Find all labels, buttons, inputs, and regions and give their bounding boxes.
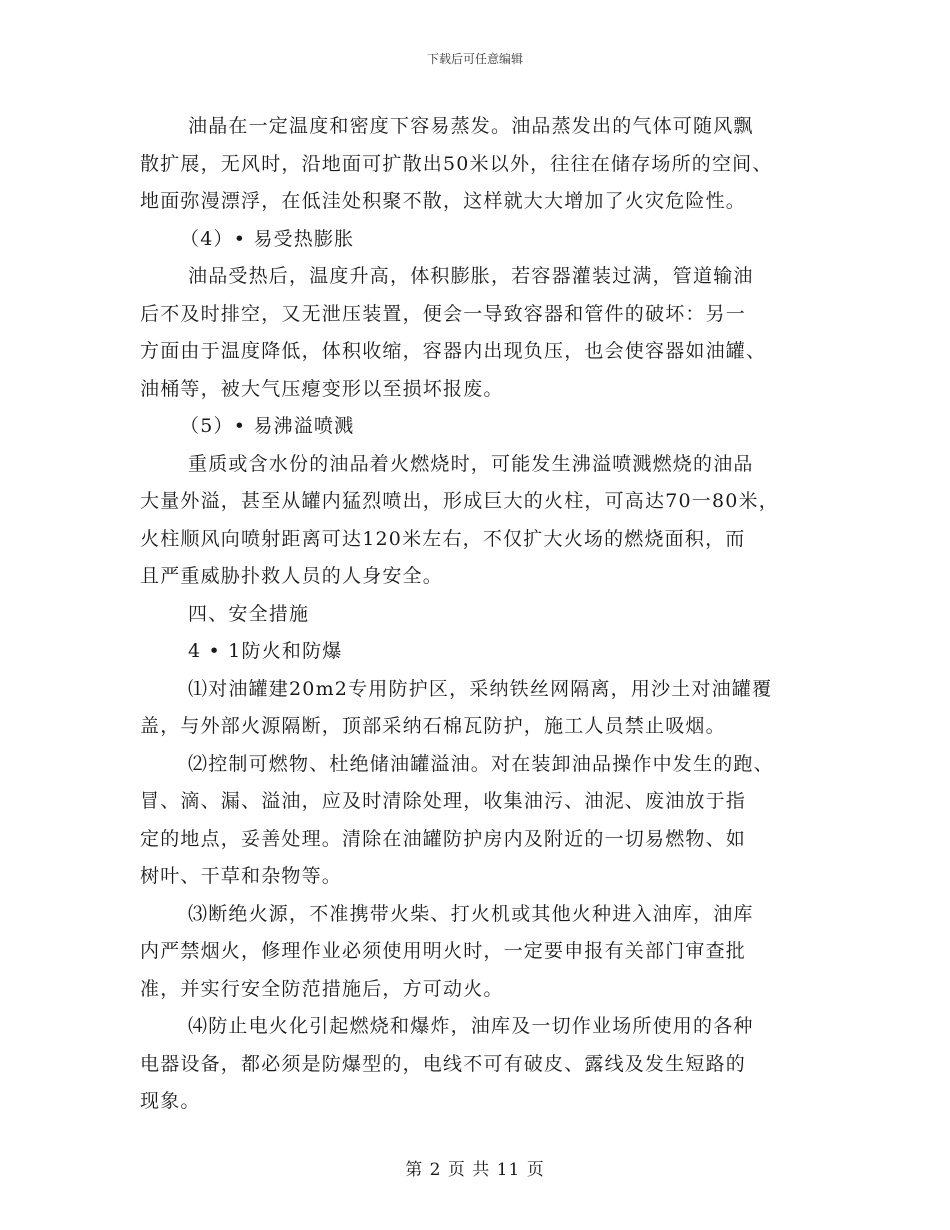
paragraph-evaporation bbox=[140, 108, 830, 221]
document-body bbox=[140, 108, 830, 1121]
section-heading-safety-measures bbox=[140, 596, 830, 634]
text-line: ⑷防止电火化引起燃烧和爆炸，油库及一切作业场所使用的各种 bbox=[188, 1015, 754, 1037]
paragraph-boilover bbox=[140, 446, 830, 596]
paragraph-measure-1 bbox=[140, 671, 830, 746]
text-line: 重质或含水份的油品着火燃烧时，可能发生沸溢喷溅燃烧的油品 bbox=[188, 452, 754, 475]
text-line: 准，并实行安全防范措施后，方可动火。 bbox=[140, 977, 504, 1000]
subheading-text: （5）• 易沸溢喷溅 bbox=[180, 415, 355, 437]
paragraph-measure-2 bbox=[140, 746, 830, 896]
text-line: 方面由于温度降低，体积收缩，容器内出现负压，也会使容器如油罐、 bbox=[140, 340, 767, 362]
text-line: 油品受热后，温度升高，体积膨胀，若容器灌装过满，管道输油 bbox=[188, 265, 754, 287]
text-line: 油桶等，被大气压瘪变形以至损坏报废。 bbox=[140, 377, 504, 400]
paragraph-measure-4 bbox=[140, 1008, 830, 1121]
text-line: 大量外溢，甚至从罐内猛烈喷出，形成巨大的火柱，可高达70一80米， bbox=[140, 490, 779, 512]
text-line: 树叶、干草和杂物等。 bbox=[140, 865, 343, 887]
subheading-text: （4）• 易受热膨胀 bbox=[180, 227, 355, 250]
paragraph-thermal-expansion bbox=[140, 258, 830, 408]
text-line: 现象。 bbox=[140, 1090, 201, 1112]
text-line: 地面弥漫漂浮，在低洼处积聚不散，这样就大大增加了火灾危险性。 bbox=[140, 190, 747, 212]
text-line: 散扩展，无风时，沿地面可扩散出50米以外，往往在储存场所的空间、 bbox=[140, 152, 773, 175]
section-heading-text: 四、安全措施 bbox=[188, 602, 310, 625]
text-line: ⑴对油罐建20m2专用防护区，采纳铁丝网隔离，用沙土对油罐覆 bbox=[188, 677, 773, 700]
text-line: ⑶断绝火源，不准携带火柴、打火机或其他火种进入油库，油库 bbox=[188, 902, 754, 925]
subsection-heading-text: 4 • 1防火和防爆 bbox=[188, 640, 343, 662]
text-line: 火柱顺风向喷射距离可达120米左右，不仅扩大火场的燃烧面积，而 bbox=[140, 527, 746, 550]
text-line: 油晶在一定温度和密度下容易蒸发。油品蒸发出的气体可随风飘 bbox=[188, 115, 754, 137]
text-line: ⑵控制可燃物、杜绝储油罐溢油。对在装卸油品操作中发生的跑、 bbox=[188, 752, 774, 775]
page-header: 下载后可任意编辑 bbox=[426, 52, 523, 66]
subheading-boilover bbox=[140, 408, 830, 446]
text-line: 盖，与外部火源隔断，顶部采纳石棉瓦防护，施工人员禁止吸烟。 bbox=[140, 715, 726, 737]
subheading-thermal-expansion bbox=[140, 221, 830, 259]
text-line: 后不及时排空，又无泄压装置，便会一导致容器和管件的破坏：另一 bbox=[140, 302, 747, 325]
paragraph-measure-3 bbox=[140, 896, 830, 1009]
text-line: 内严禁烟火，修理作业必须使用明火时，一定要申报有关部门审查批 bbox=[140, 940, 747, 962]
text-line: 且严重威胁扑救人员的人身安全。 bbox=[140, 565, 444, 587]
text-line: 冒、滴、漏、溢油，应及时清除处理，收集油污、油泥、废油放于指 bbox=[140, 790, 747, 812]
page-number-footer: 第 2 页 共 11 页 bbox=[405, 1160, 545, 1180]
text-line: 电器设备，都必须是防爆型的，电线不可有破皮、露线及发生短路的 bbox=[140, 1052, 747, 1075]
subsection-heading-fire-explosion bbox=[140, 633, 830, 671]
text-line: 定的地点，妥善处理。清除在油罐防护房内及附近的一切易燃物、如 bbox=[140, 827, 747, 850]
